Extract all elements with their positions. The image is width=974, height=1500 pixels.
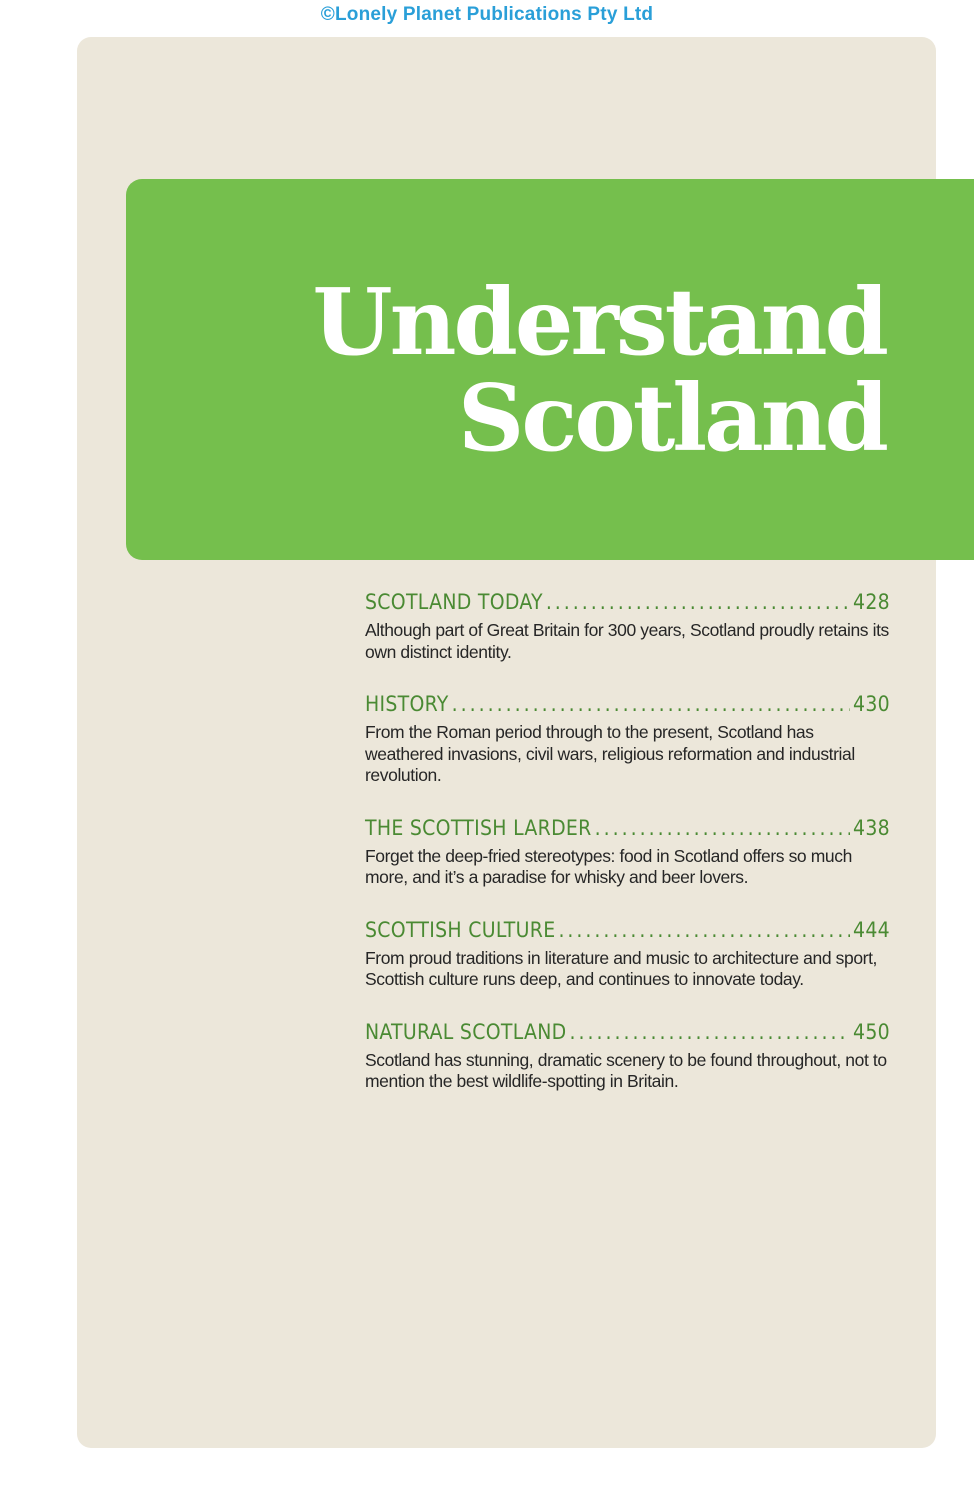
toc-entry-title[interactable]: SCOTLAND TODAY bbox=[365, 590, 543, 614]
dot-leader bbox=[452, 690, 850, 718]
toc-page-number[interactable]: 430 bbox=[853, 692, 890, 716]
toc-entry-title[interactable]: SCOTTISH CULTURE bbox=[365, 917, 556, 942]
toc-entry-scottish-culture[interactable] bbox=[365, 916, 890, 991]
toc-page-number[interactable]: 428 bbox=[853, 590, 890, 614]
toc-entry-scotland-today[interactable] bbox=[365, 588, 890, 663]
toc-entry-description: Forget the deep-fried stereotypes: food in Scotland offers so much more, and it’s a paradise for whisky and beer lovers. bbox=[365, 845, 852, 887]
toc-entry-description: From the Roman period through to the present, Scotland has weathered invasions, civil wars, religious reformation and industrial revolution. bbox=[365, 722, 855, 785]
table-of-contents bbox=[365, 588, 890, 1120]
dot-leader bbox=[595, 814, 850, 842]
toc-entry-description: From proud traditions in literature and music to architecture and sport, Scottish culture runs deep, and continues to innovate today. bbox=[365, 947, 878, 989]
dot-leader bbox=[546, 588, 850, 616]
page-title-line-2: Scotland bbox=[457, 364, 886, 472]
page-title-line-1: Understand bbox=[312, 268, 886, 376]
toc-entry-title[interactable]: HISTORY bbox=[365, 692, 449, 716]
toc-page-number[interactable]: 450 bbox=[853, 1019, 890, 1044]
toc-entry-heading-row bbox=[365, 1018, 890, 1046]
toc-entry-heading-row bbox=[365, 690, 890, 718]
toc-entry-heading-row bbox=[365, 588, 890, 616]
copyright-notice: ©Lonely Planet Publications Pty Ltd bbox=[320, 4, 654, 25]
dot-leader bbox=[570, 1018, 851, 1046]
toc-page-number[interactable]: 444 bbox=[853, 917, 890, 942]
toc-entry-title[interactable]: NATURAL SCOTLAND bbox=[365, 1019, 567, 1044]
toc-entry-heading-row bbox=[365, 916, 890, 944]
toc-entry-scottish-larder[interactable] bbox=[365, 814, 890, 889]
toc-page-number[interactable]: 438 bbox=[853, 815, 890, 840]
toc-entry-title[interactable]: THE SCOTTISH LARDER bbox=[365, 815, 592, 840]
toc-entry-natural-scotland[interactable] bbox=[365, 1018, 890, 1093]
dot-leader bbox=[558, 916, 850, 944]
toc-entry-heading-row bbox=[365, 814, 890, 842]
toc-entry-description: Scotland has stunning, dramatic scenery to be found throughout, not to mention the best wildlife-spotting in Britain. bbox=[365, 1049, 887, 1091]
toc-entry-description: Although part of Great Britain for 300 years, Scotland proudly retains its own distinct identity. bbox=[365, 620, 889, 662]
page-title bbox=[312, 268, 886, 472]
toc-entry-history[interactable] bbox=[365, 690, 890, 787]
